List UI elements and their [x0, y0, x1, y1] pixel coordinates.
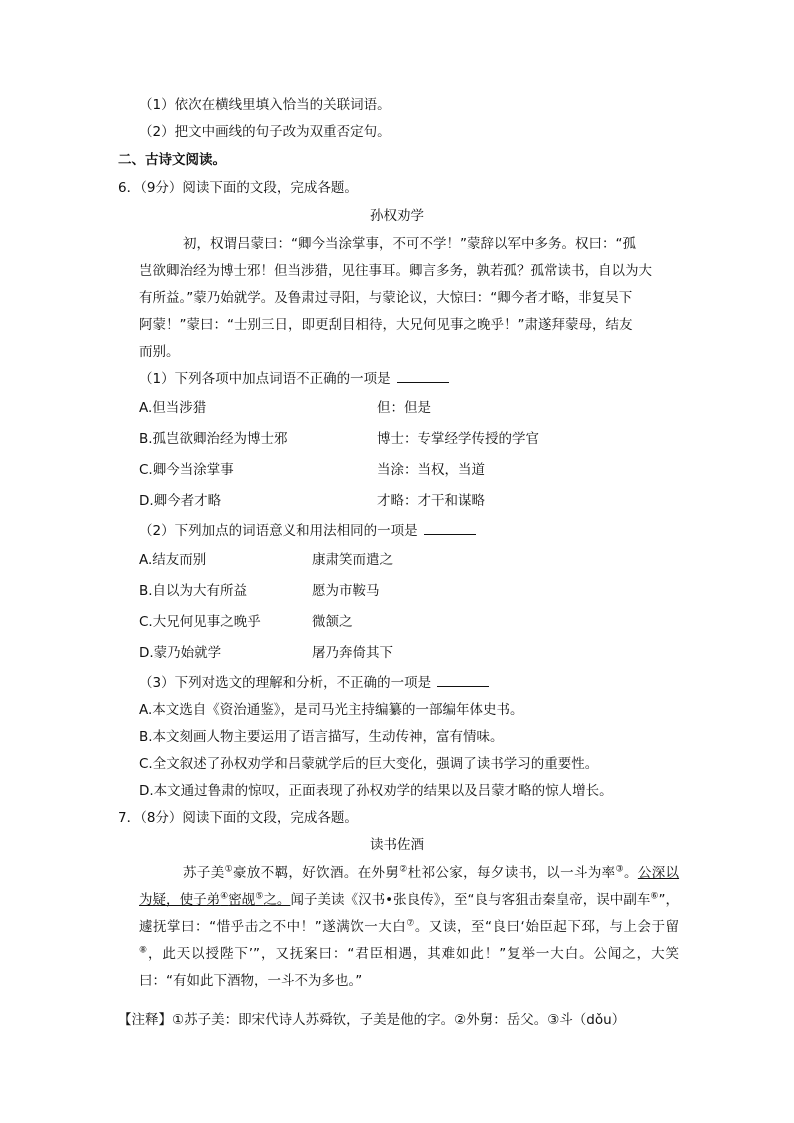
passage-line: 初，权谓吕蒙曰：“卿今当涂掌事，不可不学！”蒙辞以军中多务。权曰：“孤 [183, 236, 636, 252]
option-left: B.孤岂欲卿治经为博士邪 [139, 431, 288, 447]
question-6-sub-1-stem [139, 369, 449, 389]
footnote-mark: ③ [615, 864, 624, 875]
question-6-sub-3-stem [139, 673, 489, 693]
footnote-mark: ⑧ [139, 945, 148, 956]
option-right: 屠乃奔倚其下 [312, 645, 393, 661]
passage-text: ，此天以授陛下’”，又抚案曰：“君臣相遇，其难如此！”复举一大白。公闻之，大笑曰：“有如此下酒物，一斗不为多也。” [139, 946, 679, 989]
option-line: B.本文刻画人物主要运用了语言描写，生动传神，富有情味。 [139, 729, 504, 745]
option-left: D.蒙乃始就学 [139, 645, 222, 661]
footnote-mark: ① [224, 864, 234, 875]
passage-text: 之。 [263, 892, 291, 908]
passage-text: 公深以为疑，使子弟 [139, 865, 680, 908]
passage-text: 密觇 [228, 892, 256, 908]
annotation-note: 【注释】①苏子美：即宋代诗人苏舜钦，子美是他的字。②外舅：岳父。③斗（dǒu） [118, 1012, 626, 1028]
question-5-sub-1: （1）依次在横线里填入恰当的关联词语。 [139, 97, 391, 113]
passage-text: 闻子美读《汉书•张良传》，至“良与客狙击秦皇帝，误中副车 [290, 892, 651, 908]
option-left: D.卿今者才略 [139, 493, 222, 509]
option-line: C.全文叙述了孙权劝学和吕蒙就学后的巨大变化，强调了读书学习的重要性。 [139, 756, 599, 772]
option-right: 但：但是 [377, 400, 431, 416]
option-left: C.大兄何见事之晚乎 [139, 614, 261, 630]
passage-line: 岂欲卿治经为博士邪！但当涉猎，见往事耳。卿言多务，孰若孤？孤常读书，自以为大 [139, 263, 652, 279]
option-right: 微颔之 [312, 614, 353, 630]
option-left: C.卿今当涂掌事 [139, 462, 234, 478]
passage-line: 有所益。”蒙乃始就学。及鲁肃过寻阳，与蒙论议，大惊曰：“卿今者才略，非复吴下 [139, 290, 633, 306]
question-6-sub-2-stem [139, 521, 476, 541]
footnote-mark: ② [399, 864, 408, 875]
option-line: D.本文通过鲁肃的惊叹，正面表现了孙权劝学的结果以及吕蒙才略的惊人增长。 [139, 783, 613, 799]
passage-text: ”，遽抚掌曰：“惜乎击之不中！”遂满饮一大白 [139, 892, 679, 935]
option-right: 博士：专掌经学传授的学官 [377, 431, 539, 447]
passage-line: 阿蒙！”蒙曰：“士别三日，即更刮目相待，大兄何见事之晚乎！”肃遂拜蒙母，结友 [139, 317, 633, 333]
stem-text: （3）下列对选文的理解和分析，不正确的一项是 [139, 675, 432, 691]
option-right: 康肃笑而遣之 [312, 552, 393, 568]
stem-text: （2）下列加点的词语意义和用法相同的一项是 [139, 523, 418, 539]
passage-line: 而别。 [139, 344, 180, 360]
question-5-sub-2: （2）把文中画线的句子改为双重否定句。 [139, 124, 391, 140]
passage-title-dushu: 读书佐酒 [370, 837, 424, 853]
section-heading-classical-reading: 二、古诗文阅读。 [118, 152, 226, 168]
question-6-stem: 6．（9分）阅读下面的文段，完成各题。 [118, 180, 358, 196]
footnote-mark: ⑤ [255, 891, 264, 902]
option-left: B.自以为大有所益 [139, 583, 248, 599]
option-left: A.但当涉猎 [139, 400, 207, 416]
question-7-stem: 7．（8分）阅读下面的文段，完成各题。 [118, 810, 358, 826]
passage-text: 。 [623, 865, 638, 881]
passage-text: 。又读，至“良曰‘始臣起下邳，与上会于留 [414, 919, 679, 935]
answer-blank[interactable] [437, 674, 489, 687]
option-line: A.本文选自《资治通鉴》，是司马光主持编纂的一部编年体史书。 [139, 702, 524, 718]
passage-text: 杜祁公家，每夕读书，以一斗为率 [407, 865, 616, 881]
passage-text: 苏子美 [183, 865, 225, 881]
passage-title-sunquan: 孙权劝学 [370, 208, 424, 224]
stem-text: （1）下列各项中加点词语不正确的一项是 [139, 371, 391, 387]
option-right: 才略：才干和谋略 [377, 493, 485, 509]
answer-blank[interactable] [397, 370, 449, 383]
footnote-mark: ⑥ [650, 891, 659, 902]
answer-blank[interactable] [424, 522, 476, 535]
footnote-mark: ④ [220, 891, 229, 902]
option-right: 当涂：当权，当道 [377, 462, 485, 478]
option-right: 愿为市鞍马 [312, 583, 380, 599]
passage-text: 豪放不羁，好饮酒。在外舅 [233, 865, 400, 881]
passage-dushu-zuojiu [139, 860, 679, 995]
option-left: A.结友而别 [139, 552, 207, 568]
footnote-mark: ⑦ [406, 918, 415, 929]
